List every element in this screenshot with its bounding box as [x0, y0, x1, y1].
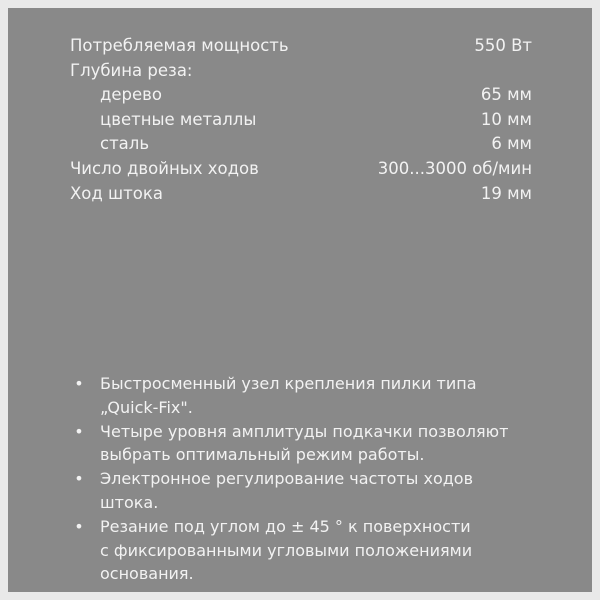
spec-value: 65 мм: [480, 85, 532, 105]
bullet-icon: •: [74, 421, 84, 441]
spec-value: 550 Вт: [474, 36, 532, 55]
spec-row-strokes: [70, 157, 532, 182]
spec-value: 300...3000 об/мин: [377, 158, 532, 178]
feature-line: выбрать оптимальный режим работы.: [100, 445, 425, 465]
bullet-icon: •: [74, 374, 84, 393]
feature-item: [72, 420, 542, 468]
feature-line: с фиксированными угловыми положениями: [100, 540, 473, 560]
spec-value: 19 мм: [480, 183, 532, 203]
feature-line: штока.: [100, 492, 159, 512]
feature-line: основания.: [100, 564, 194, 584]
feature-item: [72, 372, 542, 420]
spec-row-steel: [70, 132, 532, 157]
spec-row-power: [70, 34, 532, 59]
bullet-icon: •: [74, 469, 84, 489]
feature-line: Электронное регулирование частоты ходов: [100, 469, 474, 489]
spec-label: сталь: [100, 134, 150, 154]
spec-value: 6 мм: [491, 134, 532, 154]
spec-value: 10 мм: [480, 109, 532, 129]
spec-row-stroke-length: [70, 182, 532, 207]
spec-label: Потребляемая мощность: [70, 36, 289, 55]
feature-line: Четыре уровня амплитуды подкачки позволяют: [100, 421, 509, 441]
spec-panel: [8, 8, 592, 592]
feature-line: „Quick-Fix".: [100, 397, 193, 417]
spec-row-cut-depth-header: [70, 59, 532, 84]
spec-label: Глубина реза:: [70, 60, 193, 80]
feature-item: [72, 467, 542, 515]
feature-item: [72, 515, 542, 586]
spec-label: дерево: [100, 85, 163, 105]
spec-label: Число двойных ходов: [70, 158, 259, 178]
feature-line: Быстросменный узел крепления пилки типа: [100, 374, 477, 393]
spec-label: цветные металлы: [100, 109, 257, 129]
spec-label: Ход штока: [70, 183, 163, 203]
bullet-icon: •: [74, 516, 84, 536]
features-list: [72, 372, 542, 586]
spec-row-wood: [70, 83, 532, 108]
feature-line: Резание под углом до ± 45 ° к поверхности: [100, 516, 471, 536]
spec-row-nonferrous: [70, 108, 532, 133]
specifications-table: [70, 34, 532, 206]
